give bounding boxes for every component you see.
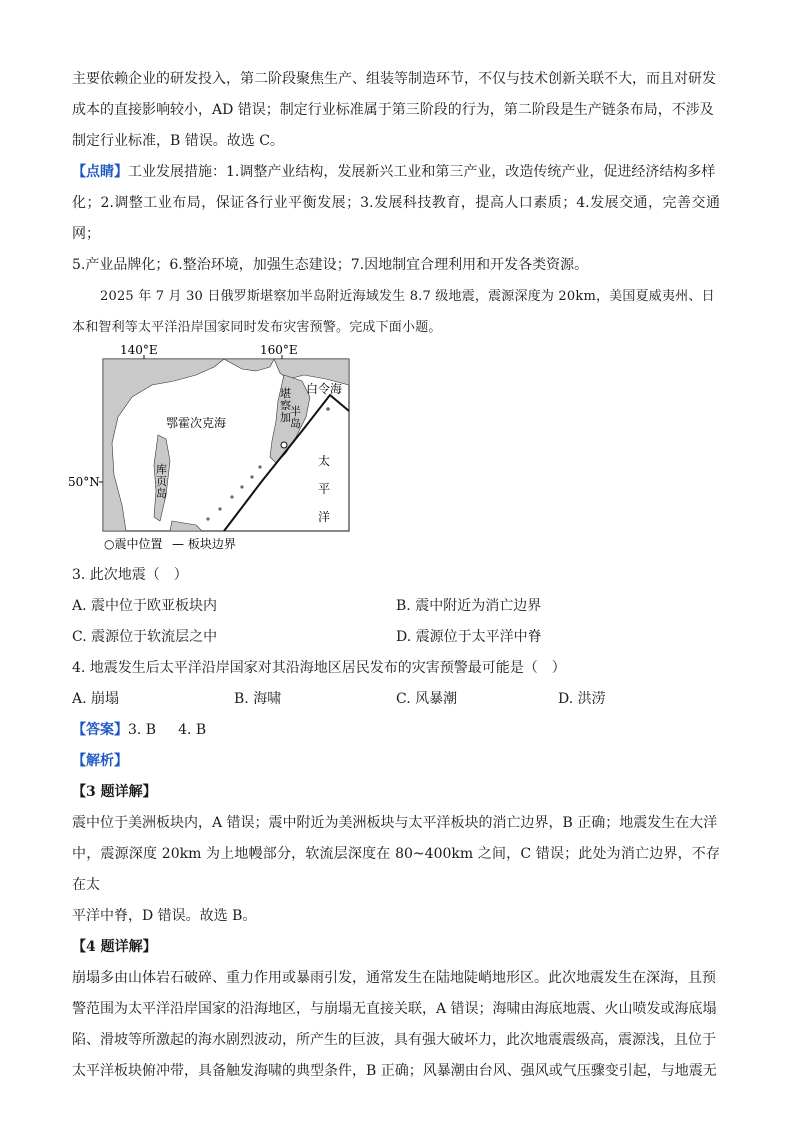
q4-option-c: C. 风暴潮 [396, 691, 458, 707]
material-line: 2025 年 7 月 30 日俄罗斯堪察加半岛附近海域发生 8.7 级地震，震源深度为 20km，美国夏威夷州、日 [100, 289, 715, 304]
dianjing-line: 5.产业品牌化；6.整治环境，加强生态建设；7.因地制宜合理利用和开发各类资源。 [72, 257, 589, 273]
answer-3: 3. B [128, 722, 157, 738]
detail3-line: 震中位于美洲板块内，A 错误；震中附近为美洲板块与太平洋板块的消亡边界，B 正确；地震发生在大洋 [72, 815, 718, 831]
svg-text:岛: 岛 [290, 417, 301, 430]
page-content [68, 64, 720, 1087]
commander-island [326, 407, 330, 411]
q3-option-c: C. 震源位于软流层之中 [72, 629, 218, 645]
legend-epicenter: ○震中位置 [104, 537, 163, 551]
detail3-line: 平洋中脊，D 错误。故选 B。 [72, 908, 257, 924]
earthquake-map [68, 343, 374, 560]
intro-line: 成本的直接影响较小，AD 错误；制定行业标准属于第三阶段的行为，第二阶段是生产链条布局，不涉及 [72, 102, 714, 118]
kuril-island [218, 507, 221, 510]
q3-stem: 3. 此次地震（ ） [72, 567, 188, 583]
intro-line: 制定行业标准，B 错误。故选 C。 [72, 133, 284, 149]
kuril-island [258, 465, 261, 468]
kuril-island [250, 475, 253, 478]
svg-text:半: 半 [290, 405, 301, 418]
q4-option-b: B. 海啸 [234, 691, 282, 707]
epicenter-marker [281, 442, 287, 448]
okhotsk-label: 鄂霍次克海 [166, 416, 227, 430]
kuril-island [240, 485, 243, 488]
q3-option-b: B. 震中附近为消亡边界 [396, 598, 542, 614]
q3-option-a: A. 震中位于欧亚板块内 [72, 598, 218, 614]
q4-option-d: D. 洪涝 [558, 691, 606, 707]
bering-label: 白令海 [306, 382, 343, 396]
dianjing-tag: 【点睛】 [72, 164, 128, 180]
detail3-tag-line [72, 777, 720, 808]
map-svg [68, 343, 374, 560]
pacific-label-1: 太 [318, 454, 331, 468]
kuril-island [230, 495, 233, 498]
q3-option-d: D. 震源位于太平洋中脊 [396, 629, 542, 645]
intro-line: 主要依赖企业的研发投入，第二阶段聚焦生产、组装等制造环节，不仅与技术创新关联不大，而且对研发 [72, 71, 716, 87]
q4-stem: 4. 地震发生后太平洋沿岸国家对其沿海地区居民发布的灾害预警最可能是（ ） [72, 660, 566, 676]
analysis-line [72, 746, 720, 777]
legend-boundary: — 板块边界 [172, 537, 236, 551]
q3-options-row1 [72, 591, 720, 622]
pacific-label-3: 洋 [318, 510, 331, 524]
q4-option-a: A. 崩塌 [72, 691, 120, 707]
svg-text:察: 察 [280, 399, 291, 412]
dianjing-text: 工业发展措施：1.调整产业结构，发展新兴工业和第三产业，改造传统产业，促进经济结构多样 [128, 164, 716, 180]
dianjing-line [72, 157, 720, 188]
svg-text:库: 库 [156, 463, 167, 476]
svg-text:加: 加 [280, 411, 291, 424]
lon-label-160: 160°E [260, 343, 298, 357]
detail4-line: 警范围为太平洋沿岸国家的沿海地区，与崩塌无直接关联，A 错误；海啸由海底地震、火山喷发或海底塌 [72, 1001, 717, 1017]
pacific-label-2: 平 [318, 482, 331, 496]
answer-4: 4. B [178, 722, 207, 738]
detail4-line: 陷、滑坡等所激起的海水剧烈波动，所产生的巨波，具有强大破坏力，此次地震震级高，震源浅，且位于 [72, 1032, 716, 1048]
svg-text:页: 页 [156, 475, 167, 488]
detail4-tag-line [72, 932, 720, 963]
detail3-tag: 【3 题详解】 [72, 784, 157, 800]
lon-label-140: 140°E [120, 343, 158, 357]
q4-options [72, 684, 720, 715]
material-line: 本和智利等太平洋沿岸国家同时发布灾害预警。完成下面小题。 [72, 320, 442, 335]
answer-line [72, 715, 720, 746]
detail4-line: 崩塌多由山体岩石破碎、重力作用或暴雨引发，通常发生在陆地陡峭地形区。此次地震发生在深海，且预 [72, 970, 716, 986]
dianjing-line: 化；2.调整工业布局，保证各行业平衡发展；3.发展科技教育，提高人口素质；4.发展交通，完善交通网； [72, 195, 720, 242]
q3-options-row2 [72, 622, 720, 653]
detail4-tag: 【4 题详解】 [72, 939, 157, 955]
answer-tag: 【答案】 [72, 722, 128, 738]
svg-text:岛: 岛 [156, 487, 167, 500]
detail4-line: 太平洋板块俯冲带，具备触发海啸的典型条件，B 正确；风暴潮由台风、强风或气压骤变引起，与地震无 [72, 1063, 717, 1079]
svg-text:堪: 堪 [280, 387, 291, 400]
analysis-tag: 【解析】 [72, 753, 128, 769]
sakhalin-label [156, 462, 167, 500]
kuril-island [206, 517, 209, 520]
detail3-line: 中，震源深度 20km 为上地幔部分，软流层深度在 80~400km 之间，C 错误；此处为消亡边界，不存在太 [72, 846, 720, 893]
lat-label-50: 50°N [68, 475, 100, 489]
